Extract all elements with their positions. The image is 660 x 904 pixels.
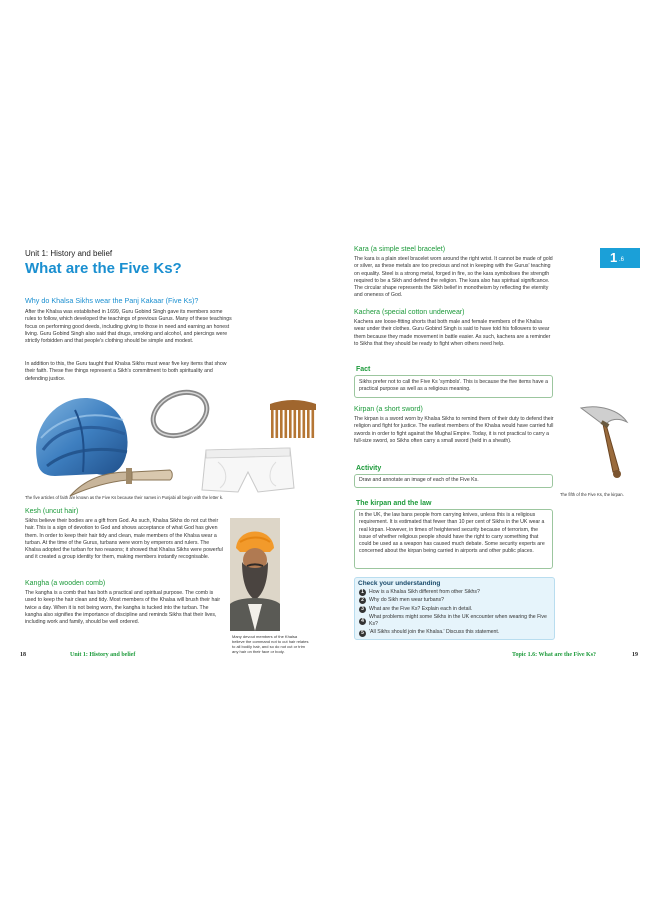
question-4 — [359, 614, 550, 629]
topic-badge-main: 1 — [610, 250, 618, 265]
kangha-heading: Kangha (a wooden comb) — [25, 580, 106, 587]
question-1-text: How is a Khalsa Sikh different from other Sikhs? — [369, 589, 480, 595]
left-page-number: 18 — [20, 652, 26, 658]
kangha-comb-image — [268, 396, 318, 441]
right-footer-text: Topic 1.6: What are the Five Ks? — [512, 652, 597, 658]
sikh-man-photo — [230, 518, 280, 631]
right-page-number: 19 — [632, 652, 638, 658]
kirpan-text: The kirpan is a sword worn by Khalsa Sikhs to remind them of their duty to defend their religion and fight for justice. The earliest members of the Khalsa would have carried full swords in order to fight against the Mughal Empire. Today, it is not practical to carry a full-size sword, so Sikhs often carry a small sword (held in a sheath). — [354, 416, 554, 444]
fact-box — [354, 366, 553, 398]
intro-paragraph-1: After the Khalsa was established in 1699, Guru Gobind Singh gave its members some rules to follow, which developed the teachings of previous Gurus. Many of these teachings focus on performing good deeds, including giving to those in need and earning an honest living. Guru Gobind Singh also said that drugs, smoking and alcohol, and piercings were strictly forbidden and that people's clothing should be simple and modest. — [25, 309, 232, 345]
fact-label: Fact — [356, 366, 371, 373]
kesh-text: Sikhs believe their bodies are a gift from God. As such, Khalsa Sikhs do not cut their hair. This is a sign of devotion to God and shows acceptance of what God has given them. In order to keep their hair tidy and clean, male members of the Khalsa wear a turban. At the time of the Gurus, turbans were worn by emperors and rulers. The Khalsa adopted the turban for two reasons; it showed that Khalsa Sikhs were powerful and it created a group identity for them, making members instantly recognisable. — [25, 518, 223, 561]
question-1-number: 1 — [359, 589, 366, 596]
activity-label: Activity — [356, 465, 382, 472]
topic-badge — [600, 248, 640, 268]
page-subtitle: Why do Khalsa Sikhs wear the Panj Kakaar (Five Ks)? — [25, 296, 199, 305]
activity-box — [354, 465, 553, 488]
question-3-text: What are the Five Ks? Explain each in detail. — [369, 605, 473, 612]
question-5-text: 'All Sikhs should join the Khalsa.' Discuss this statement. — [369, 629, 500, 636]
question-5 — [359, 629, 550, 636]
kirpan-heading: Kirpan (a short sword) — [354, 406, 423, 413]
kara-text: The kara is a plain steel bracelet worn around the right wrist. It cannot be made of gold or silver, as these metals are too precious and not in keeping with the Gurus' teaching on equality. Steel is a strong metal, forged in fire, so the kara symbolises the strength required to be a Sikh and defend the religion. The kara also has spiritual significance. The circular shape represents the Sikh belief in monotheism by reflecting the eternity and oneness of God. — [354, 256, 553, 299]
question-2 — [359, 597, 550, 604]
unit-label: Unit 1: History and belief — [25, 249, 113, 258]
question-2-number: 2 — [359, 597, 366, 604]
kirpan-caption: The fifth of the Five Ks, the kirpan. — [560, 492, 624, 497]
check-understanding-box — [354, 577, 555, 640]
question-5-number: 5 — [359, 630, 366, 637]
images-caption: The five articles of faith are known as the Five Ks because their names in Punjabi all begin with the letter k. — [25, 495, 224, 500]
left-footer-text: Unit 1: History and belief — [70, 652, 136, 658]
activity-text: Draw and annotate an image of each of the Five Ks. — [359, 477, 479, 483]
kirpan-law-text: In the UK, the law bans people from carrying knives, unless this is a religious requirement. It is estimated that fewer than 10 per cent of Sikhs in the UK wear a real kirpan. However, in times of heightened security because of terrorism, the issue of whether religious people should have the right to carry something that could be used as a weapon has caused much debate. Some security experts are concerned about the kirpan being carried in airports and other public places. — [359, 512, 545, 555]
kachera-heading: Kachera (special cotton underwear) — [354, 309, 465, 316]
kara-bracelet-image — [145, 388, 215, 440]
question-3-number: 3 — [359, 606, 366, 613]
fact-text: Sikhs prefer not to call the Five Ks 'symbols'. This is because the five items have a practical purpose as well as a religious meaning. — [359, 379, 549, 393]
question-3 — [359, 606, 550, 613]
page-title: What are the Five Ks? — [25, 260, 182, 277]
kirpan-law-box — [354, 500, 553, 569]
kirpan-sword-image — [575, 400, 633, 482]
question-4-number: 4 — [359, 618, 366, 625]
kachera-shorts-image — [198, 444, 298, 496]
question-4-text: What problems might some Sikhs in the UK encounter when wearing the Five Ks? — [369, 613, 547, 628]
intro-paragraph-2: In addition to this, the Guru taught that Khalsa Sikhs must wear five key items that show their faith. These five things represent a Sikh's commitment to both spirituality and defending justice. — [25, 361, 227, 382]
kara-heading: Kara (a simple steel bracelet) — [354, 246, 446, 253]
question-1 — [359, 589, 550, 596]
kangha-text: The kangha is a comb that has both a practical and spiritual purpose. The comb is used to keep the hair clean and tidy. Most members of the Khalsa will brush their hair twice a day. When it is not being worn, the kangha is tucked into the turban. The kangha also signifies the importance of discipline and reminds Sikhs that their lives, including work and family, should be well ordered. — [25, 590, 221, 626]
kirpan-law-label: The kirpan and the law — [356, 500, 432, 507]
check-understanding-label: Check your understanding — [358, 580, 441, 587]
kachera-text: Kachera are loose-fitting shorts that both male and female members of the Khalsa wear under their clothes. Guru Gobind Singh is said to have told his followers to wear them because they made movement in battle easier. As such, kachera are a reminder to Sikhs that they should be ready to fight when others need help. — [354, 319, 551, 347]
question-2-text: Why do Sikh men wear turbans? — [369, 597, 444, 604]
topic-badge-sub: .6 — [619, 257, 625, 263]
photo-caption: Many devout members of the Khalsa believe the command not to cut hair relates to all bodily hair, and so do not cut or trim any hair on their face or body. — [232, 634, 309, 654]
kesh-heading: Kesh (uncut hair) — [25, 508, 79, 515]
